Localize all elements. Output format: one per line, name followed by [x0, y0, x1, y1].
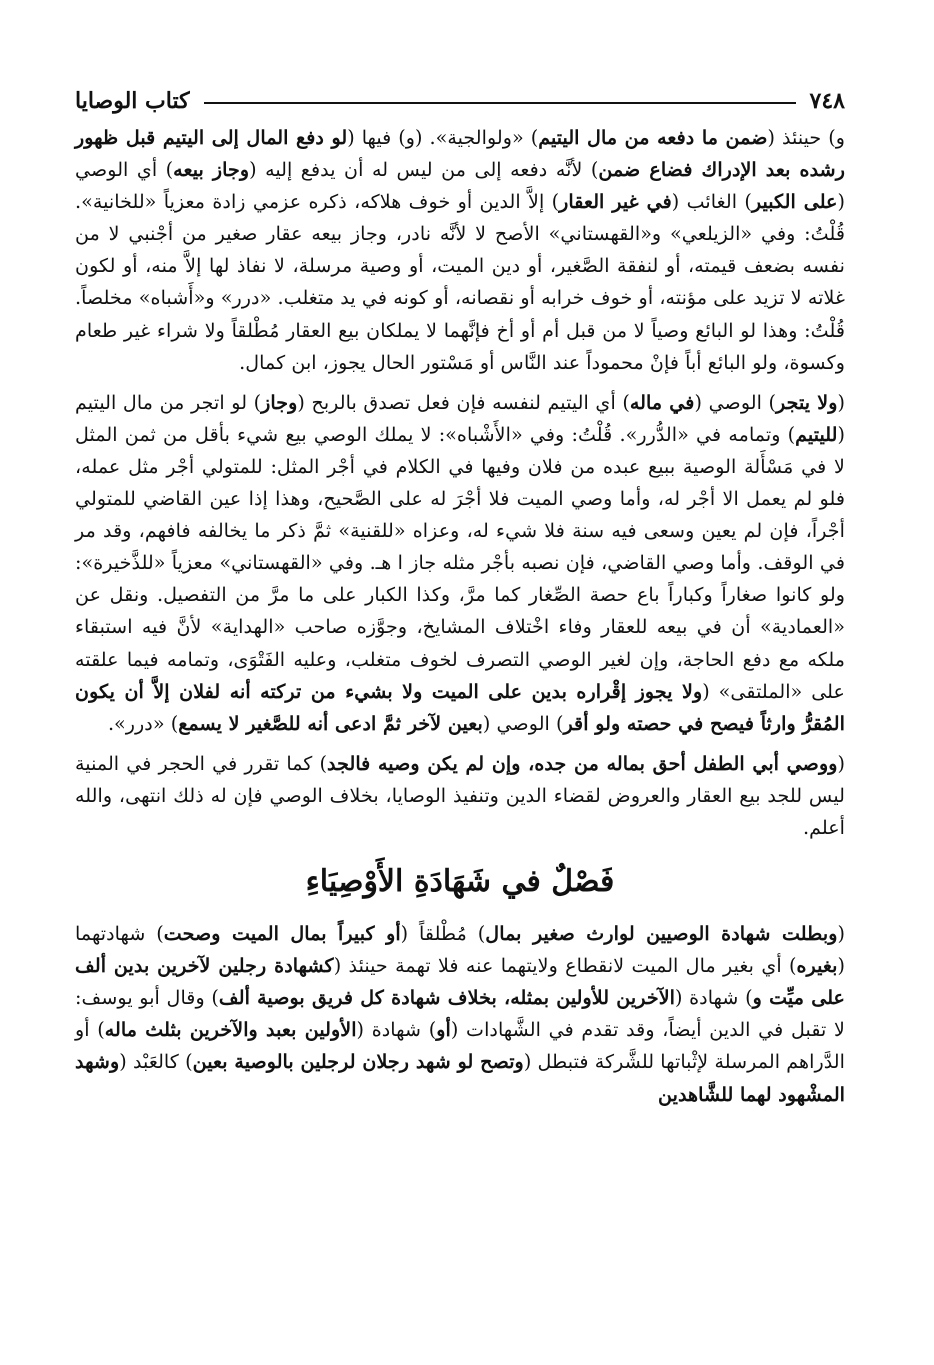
commentary-text: ) وقال أبو يوسف: لا تقبل في الدين أيضاً، وقد تقدم في الشَّهادات ( [75, 986, 845, 1042]
commentary-text: ) الوصي ( [482, 711, 564, 735]
bold-matn-text: وجاز بيعه [173, 158, 250, 182]
commentary-text: ) أو الدَّراهم المرسلة لإثْباتها للشَّركة فتبطل ( [75, 1018, 845, 1074]
commentary-text: ) أي بغير مال الميت لانقطاع ولايتهما عنه فلا تهمة حينئذ ( [333, 954, 797, 978]
commentary-text: و) حينئذ ( [767, 126, 845, 149]
bold-matn-text: ووصي أبي الطفل أحق بماله من جده، وإن لم يكن وصيه فالجد [327, 751, 838, 775]
commentary-text: ) شهادة ( [674, 986, 753, 1010]
commentary-text: ) مُطْلقاً ( [400, 922, 486, 946]
bold-matn-text: في غير العقار [559, 190, 672, 214]
commentary-text: ) «ولوالجية». (و) فيها ( [347, 126, 539, 149]
commentary-text: ) لأنَّه دفعه إلى من ليس له أن يدفع إليه ( [249, 158, 599, 182]
bold-matn-text: وشهد المشْهود لهما للشَّاهدين [75, 1050, 845, 1106]
commentary-text: ) شهادتهما ( [75, 922, 846, 978]
commentary-text: ) شهادة ( [356, 1018, 437, 1042]
page-number: ٧٤٨ [809, 88, 845, 114]
bold-matn-text: على الكبير [751, 190, 838, 214]
commentary-text: ( [837, 922, 845, 946]
commentary-text: ) أي الوصي ( [75, 158, 845, 214]
commentary-text: ( [837, 390, 846, 414]
commentary-text: ( [837, 751, 846, 775]
bold-matn-text: أو كبيراً بمال الميت وصحت [163, 922, 401, 946]
commentary-text: ) وتمامه في «الدُّرر». قُلْتُ: وفي «الأَشْباه»: لا يملك الوصي بيع شيء بأقل من ثمن المثل لا في مَسْأَلة الوصية ببيع عبده من فلان وفيها في الكلام في أجْر المثل: للمتولي أجْر مثل عمله، فلو لم يعمل الا أجْر له، وأما وصي الميت فلا أجْرَ له على الصَّحيح، وهذا إذا عين القاضي للمتولي أجْراً، فإن لم يعين وسعى فيه سنة فلا شيء له، وعزاه «للقنية» ثمَّ ذكر ما يخالفه فافهم، وقد مر في الوقف. وأما وصي القاضي، فإن نصبه بأجْر مثله جاز ا هـ. وفي «القهستاني» معزياً «للذَّخيرة»: ولو كانوا صغاراً وكباراً باع حصة الصِّغار كما مرَّ، وكذا الكبار على ما مرَّ من التفصيل. ونقل عن «العمادية» أن في بيعه للعقار وفاء اخْتلاف المشايخ، وجوَّزه صاحب «الهداية» لأنَّ فيه استبقاء ملكه مع دفع الحاجة، وإن لغير الوصي التصرف لخوف متغلب، وعليه الفَتْوَى، وتمامه فيما علقته على «الملتقى» ( [75, 422, 845, 703]
page-header [75, 80, 845, 114]
bold-matn-text: ولا يتجر [776, 390, 838, 414]
bold-matn-text: بعين لآخر ثمَّ ادعى أنه للصَّغير لا يسمع [178, 711, 483, 735]
commentary-text: ) كالعَبْد ( [119, 1050, 193, 1074]
commentary-text: ) إلاَّ الدين أو خوف هلاكه، ذكره عزمي زادة معزياً «للخانية». قُلْتُ: وفي «الزيلعي» و«القهستاني» الأصح لا لأنَّه نادر، وجاز بيعه عقار صغير من أجْنبي لا من نفسه بضعف قيمته، أو لنفقة الصَّغير، أو دين الميت، أو وصية مرسلة، لا نفاذ لها إلاَّ منه، أو لكون غلاته لا تزيد على مؤنته، أو خوف خرابه أو نقصانه، أو كونه في يد متغلب. «درر» و«أَشباه» مخلصاً. قُلْتُ: وهذا لو البائع وصياً لا من قبل أم أو أخ فإنَّهما لا يملكان بيع العقار مُطْلقاً ولا شراء غير طعام وكسوة، ولو البائع أباً فإنْ محموداً عند النَّاس أو مَسْتور الحال يجوز، ابن كمال. [75, 190, 845, 374]
bold-matn-text: الأولين بعبد والآخرين بثلث ماله [104, 1018, 357, 1042]
commentary-text: ) لو اتجر من مال اليتيم ( [75, 390, 845, 446]
bold-matn-text: بغيره [796, 954, 838, 978]
paragraph [75, 918, 845, 1111]
bold-matn-text: وبطلت شهادة الوصيين لوارث صغير بمال [485, 922, 838, 946]
bold-matn-text: الآخرين للأولين بمثله، بخلاف شهادة كل فريق بوصية ألف [218, 986, 675, 1010]
commentary-text: ) أي اليتيم لنفسه فإن فعل تصدق بالربح ( [297, 390, 630, 414]
section-text [75, 918, 845, 1111]
book-title: كتاب الوصايا [75, 88, 190, 114]
bold-matn-text: لليتيم [795, 422, 838, 446]
bold-matn-text: ضمن ما دفعه من مال اليتيم [538, 126, 768, 149]
bold-matn-text: كشهادة رجلين لآخرين بدين ألف على ميِّت و [75, 954, 845, 1010]
commentary-text: ) الوصي ( [694, 390, 777, 414]
paragraph [75, 387, 845, 740]
bold-matn-text: ولا يجوز إقْراره بدين على الميت ولا بشيء من تركته أنه لفلان إلاَّ أن يكون المُقرُّ وارثاً فيصح في حصته ولو أقر [75, 679, 845, 735]
book-page [75, 80, 845, 1111]
paragraph [75, 748, 845, 844]
commentary-text: ) كما تقرر في الحجر في المنية ليس للجد بيع العقار والعروض لقضاء الدين وتنفيذ الوصايا، بخلاف الوصي فإن له ذلك انتهى، والله أعلم. [75, 751, 845, 839]
bold-matn-text: أو [436, 1018, 451, 1042]
paragraph [75, 122, 845, 379]
bold-matn-text: وجاز [261, 390, 298, 414]
header-rule [204, 102, 796, 104]
commentary-text: ) «درر». [107, 711, 179, 735]
section-title: فَصْلٌ في شَهَادَةِ الأَوْصِيَاءِ [305, 864, 615, 900]
bold-matn-text: وتصح لو شهد رجلان لرجلين بالوصية بعين [192, 1050, 524, 1074]
bold-matn-text: لو دفع المال إلى اليتيم قبل ظهور رشده بعد الإدراك فضاع ضمن [75, 126, 845, 182]
bold-matn-text: في ماله [629, 390, 695, 414]
main-text [75, 122, 845, 844]
commentary-text: ) الغائب ( [671, 190, 752, 214]
